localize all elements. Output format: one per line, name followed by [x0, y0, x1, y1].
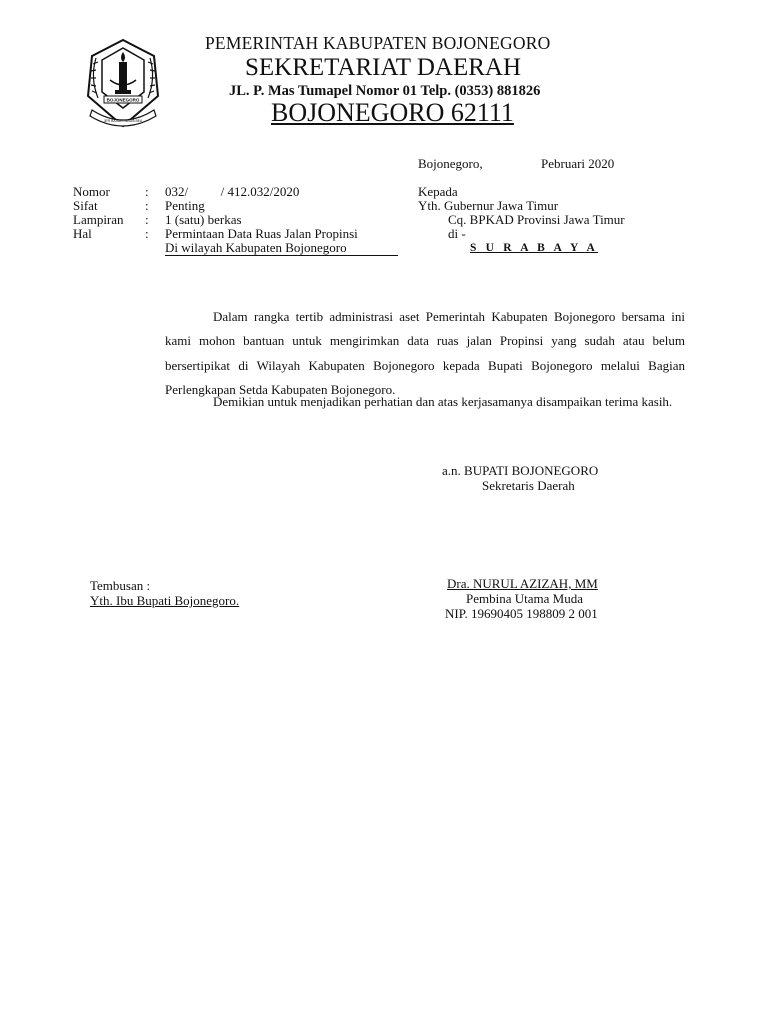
- logo-motto-text: JER BASUKI MAWA BEA: [103, 119, 143, 123]
- meta-sifat-label: Sifat: [73, 198, 98, 213]
- body-paragraph-2: Demikian untuk menjadikan perhatian dan atas kerjasamanya disampaikan terima kasih.: [213, 394, 673, 409]
- meta-nomor-value: 032/ / 412.032/2020: [165, 184, 300, 199]
- meta-nomor-label: Nomor: [73, 184, 110, 199]
- recipient-di: di -: [448, 226, 466, 241]
- subject-line-2: Di wilayah Kabupaten Bojonegoro: [165, 240, 398, 256]
- cc-label: Tembusan :: [90, 578, 151, 593]
- meta-hal-value: Permintaan Data Ruas Jalan Propinsi: [165, 226, 358, 241]
- recipient-kepada: Kepada: [418, 184, 458, 199]
- meta-nomor-sep: :: [145, 184, 149, 199]
- letterhead-office: SEKRETARIAT DAERAH: [245, 54, 522, 81]
- recipient-cq: Cq. BPKAD Provinsi Jawa Timur: [448, 212, 625, 227]
- date-month-year: Pebruari 2020: [541, 156, 615, 171]
- letterhead-address: JL. P. Mas Tumapel Nomor 01 Telp. (0353) 881826: [229, 83, 541, 99]
- logo-banner-text: BOJONEGORO: [106, 97, 140, 103]
- meta-lampiran-value: 1 (satu) berkas: [165, 212, 242, 227]
- regency-logo: [84, 36, 162, 132]
- signature-nip: NIP. 19690405 198809 2 001: [445, 606, 598, 621]
- letterhead-city-postcode: BOJONEGORO 62111: [271, 98, 514, 127]
- meta-lampiran-sep: :: [145, 212, 149, 227]
- signature-an: a.n. BUPATI BOJONEGORO: [442, 463, 599, 478]
- meta-sifat-value: Penting: [165, 198, 205, 213]
- meta-sifat-sep: :: [145, 198, 149, 213]
- recipient-city: S U R A B A Y A: [470, 242, 598, 254]
- cc-recipient: Yth. Ibu Bupati Bojonegoro.: [90, 593, 240, 608]
- body-paragraph-1: Dalam rangka tertib administrasi aset Pemerintah Kabupaten Bojonegoro bersama ini kami mohon bantuan untuk mengirimkan data ruas jalan Propinsi yang sudah atau belum bersertipikat di Wilayah Kabupaten Bojonegoro kepada Bupati Bojonegoro melalui Bagian Perlengkapan Setda Kabupaten Bojonegoro.: [165, 309, 685, 397]
- signature-name: Dra. NURUL AZIZAH, MM: [447, 576, 598, 591]
- letterhead-government: PEMERINTAH KABUPATEN BOJONEGORO: [205, 33, 551, 53]
- meta-lampiran-label: Lampiran: [73, 212, 124, 227]
- meta-hal-sep: :: [145, 226, 149, 241]
- date-place: Bojonegoro,: [418, 156, 483, 171]
- recipient-yth: Yth. Gubernur Jawa Timur: [418, 198, 559, 213]
- signature-title: Sekretaris Daerah: [482, 478, 575, 493]
- signature-rank: Pembina Utama Muda: [466, 591, 583, 606]
- meta-hal-label: Hal: [73, 226, 92, 241]
